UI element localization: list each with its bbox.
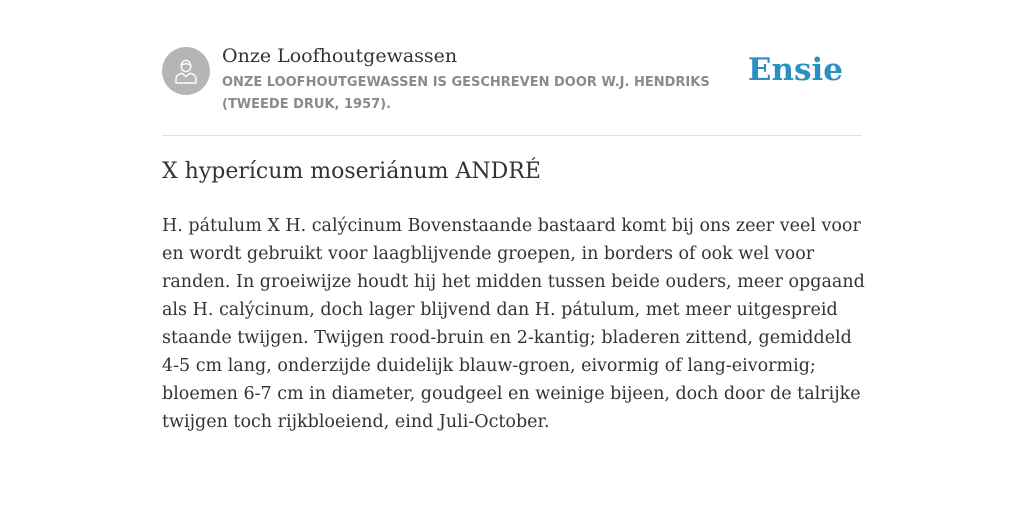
source-header: [162, 0, 862, 136]
brand-logo[interactable]: Ensie: [747, 52, 843, 88]
person-icon: [172, 57, 200, 85]
entry-title: X hyperícum moseriánum ANDRÉ: [162, 159, 541, 184]
entry-body: H. pátulum X H. calýcinum Bovenstaande bastaard komt bij ons zeer veel voor en wordt gebruikt voor laagblijvende groepen, in borders of ook wel voor randen. In groeiwijze houdt hij het midden tussen beide ouders, meer opgaand als H. calýcinum, doch lager blijvend dan H. pátulum, met meer uitgespreid staande twijgen. Twijgen rood-bruin en 2-kantig; bladeren zittend, gemiddeld 4-5 cm lang, onderzijde duidelijk blauw-groen, eivormig of lang-eivormig; bloemen 6-7 cm in diameter, goudgeel en weinige bijeen, doch door de talrijke twijgen toch rijkbloeiend, eind Juli-October.: [162, 216, 865, 432]
entry-card: [162, 0, 865, 432]
book-title[interactable]: Onze Loofhoutgewassen: [222, 45, 458, 67]
avatar: [162, 47, 210, 95]
book-subtitle: ONZE LOOFHOUTGEWASSEN IS GESCHREVEN DOOR W.J. HENDRIKS (TWEEDE DRUK, 1957).: [222, 75, 710, 112]
